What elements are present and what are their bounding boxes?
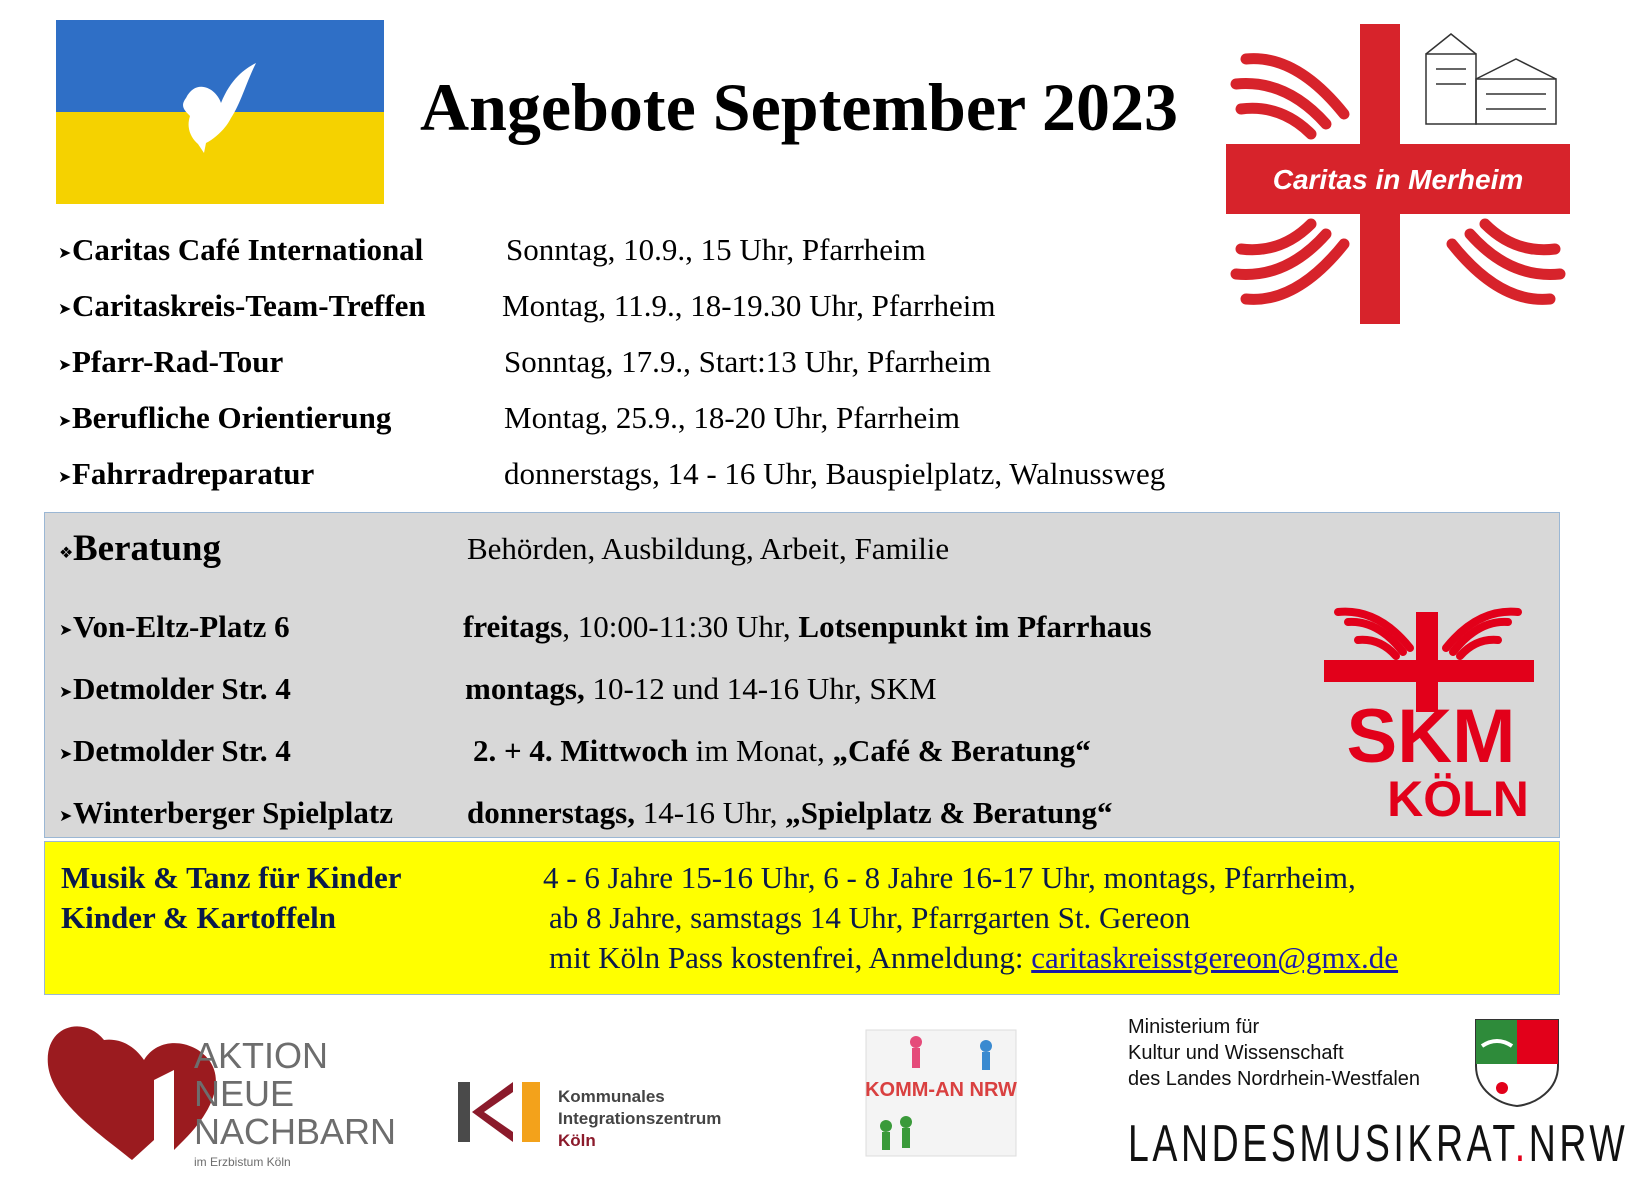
- nrw-coat-of-arms-icon: [1472, 1016, 1562, 1108]
- caritas-logo-text: Caritas in Merheim: [1272, 164, 1524, 195]
- beratung-extra: „Spielplatz & Beratung“: [785, 795, 1113, 830]
- event-label: Fahrradreparatur: [72, 456, 315, 491]
- beratung-day: 2. + 4. Mittwoch: [473, 733, 688, 768]
- event-detail: Sonntag, 17.9., Start:13 Uhr, Pfarrheim: [504, 344, 991, 379]
- page-title: Angebote September 2023: [420, 69, 1178, 145]
- landesmusikrat-nrw-logo: [1128, 1014, 1628, 1182]
- musik-line-2: ab 8 Jahre, samstags 14 Uhr, Pfarrgarten St. Gereon: [549, 900, 1191, 935]
- beratung-location: Detmolder Str. 4: [73, 733, 291, 768]
- event-row: ➤Pfarr-Rad-Tour Sonntag, 17.9., Start:13 Uhr, Pfarrheim: [58, 344, 991, 379]
- beratung-day: freitags: [463, 609, 563, 644]
- musik-line-1: 4 - 6 Jahre 15-16 Uhr, 6 - 8 Jahre 16-17 Uhr, montags, Pfarrheim,: [543, 860, 1356, 895]
- kommunales-integrationszentrum-logo: [458, 1072, 778, 1162]
- skm-koeln-logo: [1318, 612, 1548, 827]
- beratung-row: ➤Detmolder Str. 4 2. + 4. Mittwoch im Monat, „Café & Beratung“: [59, 733, 1091, 768]
- beratung-location: Von-Eltz-Platz 6: [73, 609, 290, 644]
- landesmusikrat-text: LANDESMUSIKRAT: [1128, 1115, 1515, 1173]
- event-row: ➤Berufliche Orientierung Montag, 25.9., 18-20 Uhr, Pfarrheim: [58, 400, 960, 435]
- event-detail: Sonntag, 10.9., 15 Uhr, Pfarrheim: [506, 232, 926, 267]
- event-detail: Montag, 25.9., 18-20 Uhr, Pfarrheim: [504, 400, 960, 435]
- ki-k-icon: [472, 1082, 513, 1142]
- beratung-row: ➤Von-Eltz-Platz 6 freitags, 10:00-11:30 Uhr, Lotsenpunkt im Pfarrhaus: [59, 609, 1152, 644]
- komm-an-nrw-logo: [866, 1030, 1016, 1156]
- ki-text-1: Kommunales: [558, 1087, 665, 1106]
- event-row: ➤Fahrradreparatur donnerstags, 14 - 16 Uhr, Bauspielplatz, Walnussweg: [58, 456, 1166, 491]
- ki-text-2: Integrationszentrum: [558, 1109, 722, 1128]
- musik-label: Musik & Tanz für Kinder: [61, 860, 402, 895]
- ki-text-3: Köln: [558, 1131, 596, 1150]
- caritas-logo: [1226, 24, 1570, 334]
- nrw-text: NRW: [1528, 1115, 1628, 1173]
- event-label: Caritas Café International: [72, 232, 424, 267]
- skm-logo-text: SKM: [1346, 694, 1516, 779]
- heart-icon: [48, 1026, 216, 1160]
- skm-logo-city: KÖLN: [1387, 771, 1529, 827]
- aktion-subtext: im Erzbistum Köln: [194, 1155, 291, 1169]
- beratung-subtitle: Behörden, Ausbildung, Arbeit, Familie: [467, 531, 950, 566]
- event-row: ➤Caritaskreis-Team-Treffen Montag, 11.9., 18-19.30 Uhr, Pfarrheim: [58, 288, 996, 323]
- beratung-location: Winterberger Spielplatz: [73, 795, 394, 830]
- beratung-extra: Lotsenpunkt im Pfarrhaus: [798, 609, 1152, 644]
- aktion-text-1: AKTION: [194, 1035, 329, 1076]
- email-link[interactable]: caritaskreisstgereon@gmx.de: [1031, 940, 1399, 975]
- beratung-time: , 10:00-11:30 Uhr,: [562, 609, 799, 644]
- event-label: Berufliche Orientierung: [72, 400, 392, 435]
- event-label: Pfarr-Rad-Tour: [72, 344, 284, 379]
- event-label: Caritaskreis-Team-Treffen: [72, 288, 426, 323]
- beratung-location: Detmolder Str. 4: [73, 671, 291, 706]
- beratung-day: donnerstags,: [467, 795, 635, 830]
- ukraine-flag-image: [56, 20, 384, 204]
- event-row: ➤Caritas Café International Sonntag, 10.9., 15 Uhr, Pfarrheim: [58, 232, 926, 267]
- musik-section: [44, 841, 1560, 995]
- event-detail: donnerstags, 14 - 16 Uhr, Bauspielplatz, Walnussweg: [504, 456, 1166, 491]
- beratung-time: 14-16 Uhr,: [634, 795, 786, 830]
- ministerium-line-2: Kultur und Wissenschaft: [1128, 1042, 1344, 1064]
- beratung-day: montags,: [465, 671, 585, 706]
- aktion-text-2: NEUE: [194, 1073, 295, 1114]
- event-detail: Montag, 11.9., 18-19.30 Uhr, Pfarrheim: [502, 288, 996, 323]
- musik-line-3: [549, 940, 1398, 976]
- aktion-text-3: NACHBARN: [194, 1111, 397, 1152]
- beratung-extra: „Café & Beratung“: [832, 733, 1091, 768]
- dove-icon: [176, 58, 266, 158]
- beratung-title: Beratung: [73, 528, 221, 569]
- aktion-neue-nachbarn-logo: [44, 1020, 397, 1170]
- beratung-time: 10-12 und 14-16 Uhr, SKM: [584, 671, 937, 706]
- anmeldung-text: mit Köln Pass kostenfrei, Anmeldung:: [549, 940, 1032, 975]
- ministerium-line-1: Ministerium für: [1128, 1016, 1260, 1038]
- beratung-row: ➤Detmolder Str. 4 montags, 10-12 und 14-16 Uhr, SKM: [59, 671, 937, 706]
- komm-an-text: KOMM-AN NRW: [865, 1079, 1017, 1101]
- dot-icon: .: [1514, 1115, 1529, 1173]
- kartoffeln-label: Kinder & Kartoffeln: [61, 900, 336, 935]
- ministerium-line-3: des Landes Nordrhein-Westfalen: [1128, 1068, 1421, 1090]
- beratung-time: im Monat,: [687, 733, 833, 768]
- beratung-row: ➤Winterberger Spielplatz donnerstags, 14-16 Uhr, „Spielplatz & Beratung“: [59, 795, 1113, 830]
- beratung-header: ❖Beratung Behörden, Ausbildung, Arbeit, Familie: [59, 528, 950, 569]
